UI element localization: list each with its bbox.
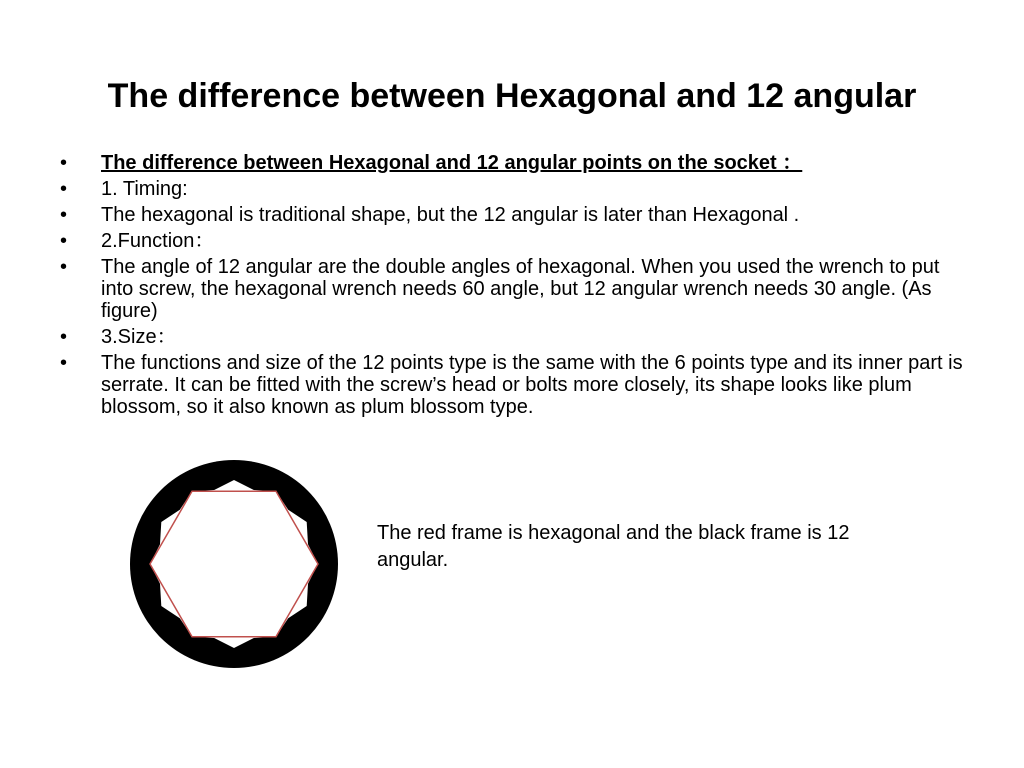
bullet-marker: • — [60, 326, 68, 348]
bullet-marker: • — [60, 204, 68, 226]
bullet-text: 3.Size： — [101, 326, 177, 348]
bullet-marker: • — [60, 178, 68, 200]
bullet-item — [60, 256, 965, 322]
bullet-item — [60, 178, 965, 200]
socket-figure — [128, 458, 340, 670]
bullet-list — [60, 152, 965, 422]
bullet-text: The angle of 12 angular are the double angles of hexagonal. When you used the wrench to put into screw, the hexagonal wrench needs 60 angle, but 12 angular wrench needs 30 angle. (As figure) — [101, 256, 940, 322]
bullet-marker: • — [60, 230, 68, 252]
figure-caption: The red frame is hexagonal and the black frame is 12 angular. — [377, 522, 850, 571]
slide-title: The difference between Hexagonal and 12 angular — [107, 77, 917, 115]
bullet-item — [60, 352, 965, 418]
bullet-text: The hexagonal is traditional shape, but the 12 angular is later than Hexagonal . — [101, 204, 800, 226]
bullet-item — [60, 204, 965, 226]
bullet-marker: • — [60, 352, 68, 374]
bullet-item — [60, 152, 965, 174]
bullet-item — [60, 326, 965, 348]
bullet-marker: • — [60, 152, 68, 174]
bullet-heading: The difference between Hexagonal and 12 angular points on the socket ： — [101, 152, 803, 174]
bullet-text: 2.Function： — [101, 230, 215, 252]
bullet-text: The functions and size of the 12 points type is the same with the 6 points type and its inner part is serrate. It can be fitted with the screw’s head or bolts more closely, its shape looks like plum blossom, so it also known as plum blossom type. — [101, 352, 963, 418]
bullet-text: 1. Timing: — [101, 178, 188, 200]
bullet-marker: • — [60, 256, 68, 278]
bullet-item — [60, 230, 965, 252]
